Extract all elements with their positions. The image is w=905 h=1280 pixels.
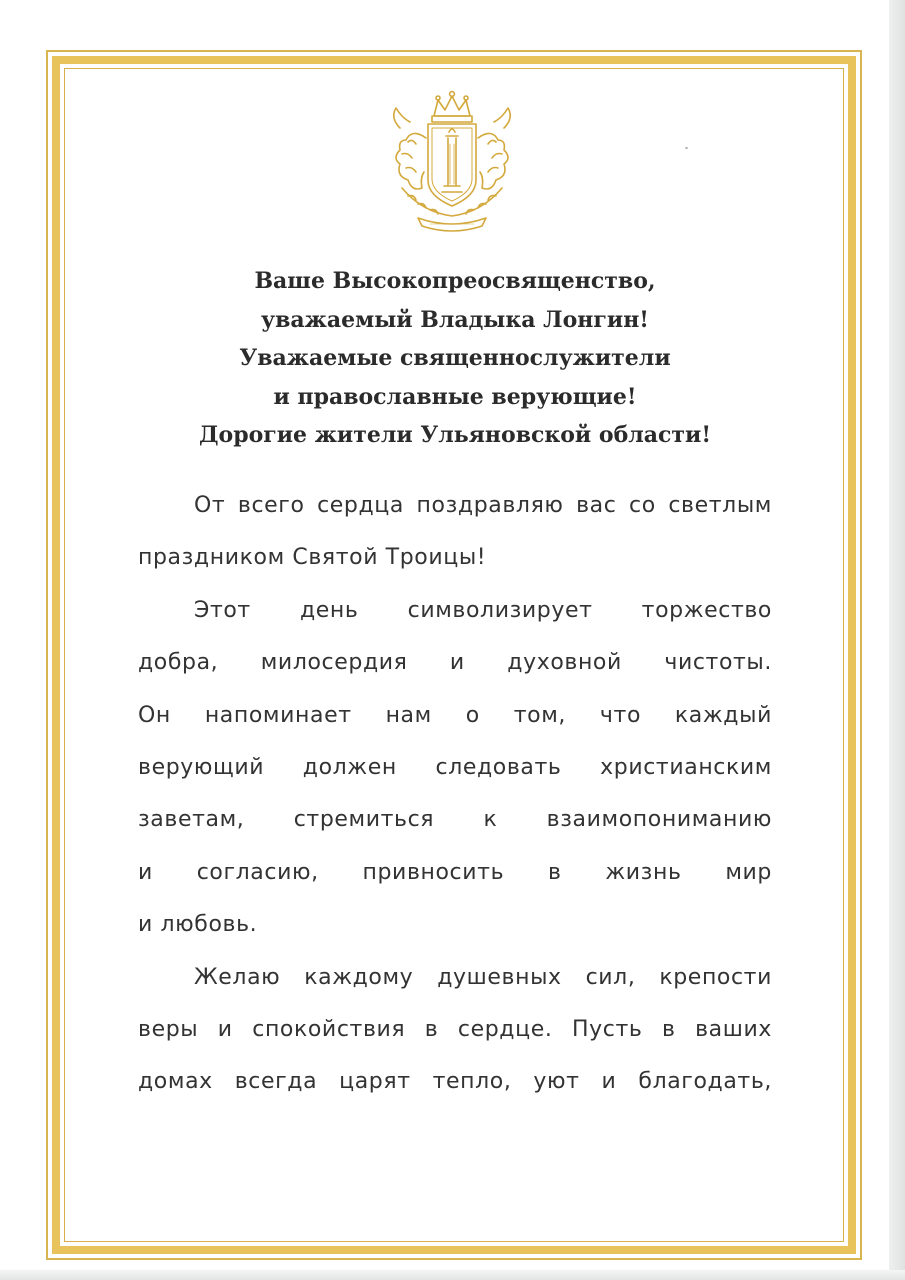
greeting-line: уважаемый Владыка Лонгин!	[261, 306, 649, 333]
paragraph-line: Он напоминает нам о том, что каждый	[138, 702, 772, 728]
paragraph-line: добра, милосердия и духовной чистоты.	[138, 650, 772, 676]
greeting-line: Ваше Высокопреосвященство,	[254, 268, 656, 294]
paragraph-line: заветам, стремиться к взаимопониманию	[138, 807, 772, 833]
greeting-line: и православные верующие!	[273, 383, 637, 410]
paragraph-line: веры и спокойствия в сердце. Пусть в ваших	[138, 1016, 772, 1042]
scan-speck	[685, 147, 688, 149]
scan-bottom-edge	[0, 1270, 905, 1280]
paragraph-line: Этот день символизирует торжество	[194, 597, 772, 623]
paragraph-line: домах всегда царят тепло, уют и благодать,	[138, 1069, 772, 1095]
greeting-line: Уважаемые священнослужители	[239, 345, 671, 371]
greeting-line: Дорогие жители Ульяновской области!	[198, 422, 712, 448]
paragraph-line: праздником Святой Троицы!	[138, 545, 487, 571]
paragraph-line: От всего сердца поздравляю вас со светлым	[194, 493, 772, 518]
scan-edge	[889, 0, 905, 1280]
letter-body	[138, 480, 772, 1109]
paragraph-line: и любовь.	[138, 912, 258, 938]
paragraph-line: Желаю каждому душевных сил, крепости	[194, 964, 772, 990]
paragraph-line: и согласию, привносить в жизнь мир	[138, 859, 772, 885]
ulyanovsk-coat-of-arms-icon	[372, 88, 532, 238]
paragraph-line: верующий должен следовать христианским	[138, 754, 772, 780]
greeting-block	[100, 262, 810, 455]
